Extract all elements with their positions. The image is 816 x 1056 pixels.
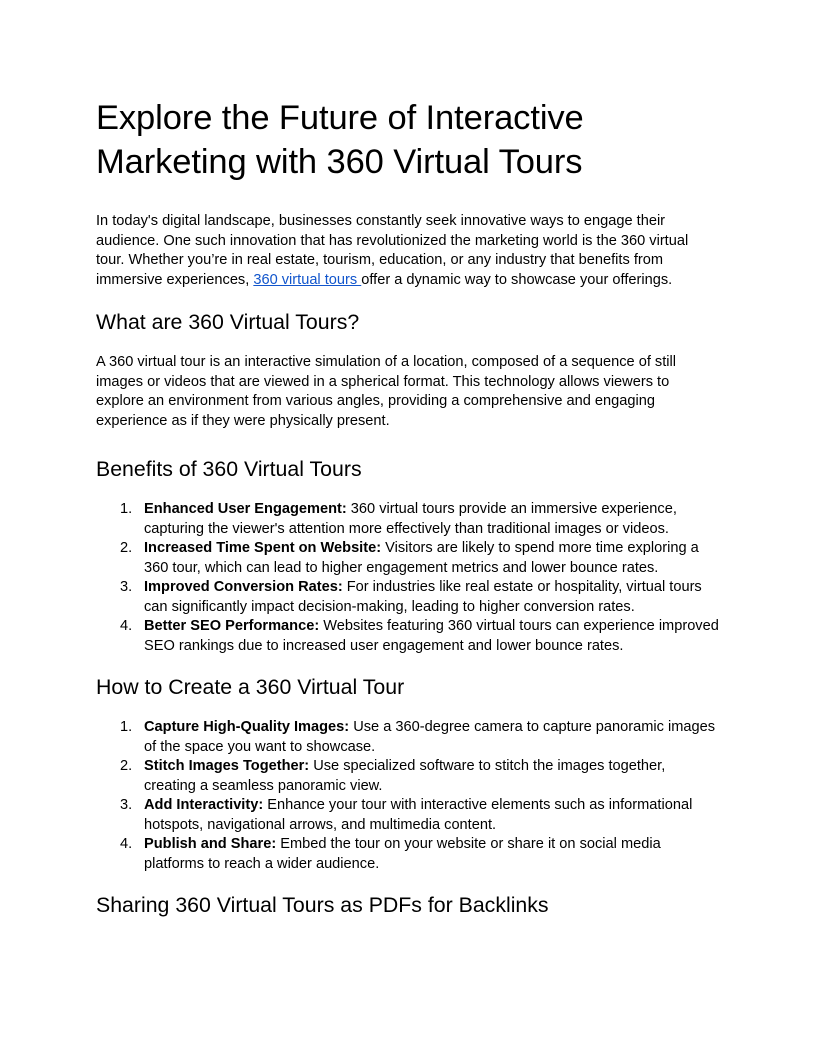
intro-text-before-link: In today's digital landscape, businesses constantly seek innovative ways to engage their audience. One such innovation that has revolutionized the marketing world is the 360 virtual tour. Whether you’re in real estate, tourism, education, or any industry that benefits from immersive experiences, (96, 213, 689, 288)
list-item-bold-label: Improved Conversion Rates: (144, 579, 343, 595)
list-number: 1. (120, 719, 133, 735)
list-number: 3. (120, 797, 133, 813)
list-item-text: Visitors are likely to spend more time exploring a 360 tour, which can lead to higher engagement metrics and lower bounce rates. (144, 540, 699, 576)
list-item (96, 539, 720, 578)
list-item-bold-label: Better SEO Performance: (144, 618, 320, 634)
intro-paragraph (96, 212, 720, 290)
list-item (96, 718, 720, 757)
benefits-list (96, 500, 720, 656)
list-number: 2. (120, 758, 133, 774)
virtual-tours-link[interactable]: 360 virtual tours (253, 271, 362, 288)
section-heading-create: How to Create a 360 Virtual Tour (96, 675, 405, 699)
list-item (96, 578, 720, 617)
list-number: 3. (120, 579, 133, 595)
section-heading-sharing: Sharing 360 Virtual Tours as PDFs for Backlinks (96, 893, 549, 917)
list-item-text: Use specialized software to stitch the images together, creating a seamless panoramic view. (144, 758, 666, 794)
list-item-bold-label: Stitch Images Together: (144, 758, 310, 774)
intro-text-after-link: offer a dynamic way to showcase your offerings. (361, 271, 673, 288)
list-number: 4. (120, 836, 133, 852)
list-item (96, 796, 720, 835)
list-item-text: For industries like real estate or hospitality, virtual tours can significantly impact decision-making, leading to higher conversion rates. (144, 579, 702, 615)
list-item-bold-label: Enhanced User Engagement: (144, 501, 347, 517)
list-number: 4. (120, 618, 133, 634)
list-item-text: Websites featuring 360 virtual tours can experience improved SEO rankings due to increased user engagement and lower bounce rates. (144, 618, 719, 654)
section-heading-benefits: Benefits of 360 Virtual Tours (96, 457, 362, 481)
section-heading-what: What are 360 Virtual Tours? (96, 310, 360, 334)
create-steps-list (96, 718, 720, 874)
list-item-text: Enhance your tour with interactive elements such as informational hotspots, navigational arrows, and multimedia content. (144, 797, 693, 833)
list-item (96, 757, 720, 796)
list-item-bold-label: Publish and Share: (144, 836, 277, 852)
list-item-bold-label: Add Interactivity: (144, 797, 264, 813)
page-title: Explore the Future of Interactive Marketing with 360 Virtual Tours (96, 99, 584, 181)
list-item (96, 835, 720, 874)
list-item-text: 360 virtual tours provide an immersive experience, capturing the viewer's attention more effectively than traditional images or videos. (144, 501, 677, 537)
list-item-bold-label: Capture High-Quality Images: (144, 719, 350, 735)
list-item-text: Use a 360-degree camera to capture panoramic images of the space you want to showcase. (144, 719, 716, 755)
what-paragraph: A 360 virtual tour is an interactive simulation of a location, composed of a sequence of still images or videos that are viewed in a spherical format. This technology allows viewers to explore an environment from various angles, providing a comprehensive and engaging experience as if they were physically present. (96, 354, 677, 429)
list-item (96, 500, 720, 539)
list-number: 2. (120, 540, 133, 556)
list-item (96, 617, 720, 656)
list-number: 1. (120, 501, 133, 517)
list-item-bold-label: Increased Time Spent on Website: (144, 540, 382, 556)
list-item-text: Embed the tour on your website or share it on social media platforms to reach a wider audience. (144, 836, 661, 872)
